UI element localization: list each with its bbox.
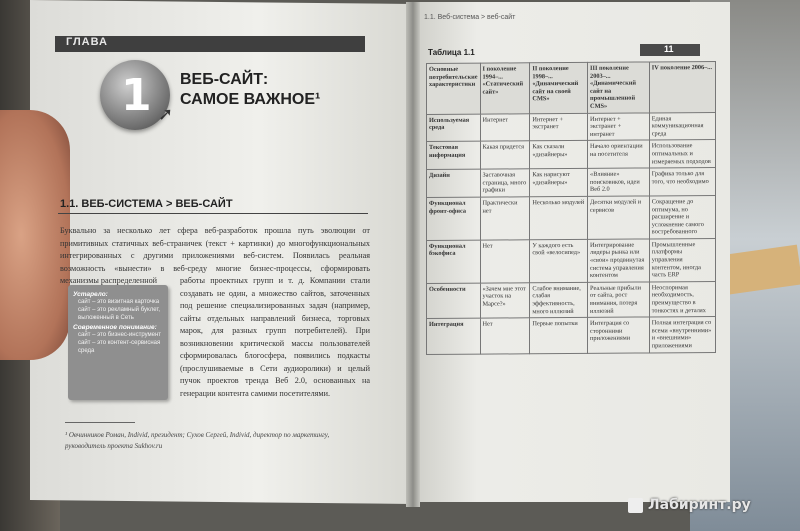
table-cell: Интернет + экстранет xyxy=(530,113,588,141)
callout-heading-new: Современное понимание: xyxy=(73,324,157,331)
row-header: Особенности xyxy=(427,283,481,319)
table-row xyxy=(427,281,716,318)
table-cell: Сокращение до оптимума, но расширение и усложнение самого востребованного xyxy=(649,195,715,238)
row-header: Функционал бэкофиса xyxy=(427,240,481,283)
section-rule xyxy=(58,213,368,214)
chapter-title-line-1: ВЕБ-САЙТ: xyxy=(180,71,269,88)
table-row xyxy=(427,238,716,283)
table-cell: Заставочная страница, много графики xyxy=(480,169,530,197)
book-spine xyxy=(406,2,420,507)
chapter-number: 1 xyxy=(121,70,152,121)
table-row xyxy=(427,195,716,240)
body-paragraph-2: работы проектных групп и т. д. Компании стали создавать не один, а множество сайтов, заточенных под решение специализированных задач (например, сайты отдельных направлений бизнеса, торговых марок, для разных групп потребителей). При возникновении критической массы пользователей сформировалась блогосфера, появились подкасты (прослушиваемые в Сети аудиоролики) и целый пучок проектов тренда Веб 2.0, основанных на генерации контента самими посетителями. xyxy=(180,276,370,398)
table-cell: Слабое внимание, слабая эффективность, много иллюзий xyxy=(530,282,588,318)
table-row xyxy=(427,140,716,170)
callout-item: сайт – это бизнес-инструмент xyxy=(78,332,162,338)
row-header: Текстовая информация xyxy=(427,141,481,169)
table-cell: Какая придется xyxy=(480,141,530,169)
table-header-row xyxy=(427,61,716,114)
section-heading: 1.1. ВЕБ-СИСТЕМА > ВЕБ-САЙТ xyxy=(60,198,233,210)
row-header: Используемая среда xyxy=(427,114,481,142)
callout-box xyxy=(68,285,168,400)
table-cell: Начало ориентации на посетителя xyxy=(588,140,650,168)
table-cell: «Зачем мне этот участок на Марсе?» xyxy=(480,283,530,319)
cursor-icon: ➚ xyxy=(158,104,174,124)
row-header: Дизайн xyxy=(427,169,481,197)
table-cell: У каждого есть свой «велосипед» xyxy=(530,239,588,282)
table-cell: Интеграция со сторонними приложениями xyxy=(588,317,650,353)
table-title: Таблица 1.1 xyxy=(428,48,475,57)
callout-heading-old: Устарело: xyxy=(73,291,108,298)
table-row xyxy=(427,317,716,354)
table-cell: Графика только для того, что необходимо xyxy=(649,168,715,196)
table-cell: Неоспоримая необходимость, преимущество в тонкостях и деталях xyxy=(649,281,715,317)
table-cell: Несколько модулей xyxy=(530,196,588,239)
chapter-title-line-2: САМОЕ ВАЖНОЕ¹ xyxy=(180,91,321,108)
row-header: Функционал фронт-офиса xyxy=(427,197,481,240)
table-cell: Нет xyxy=(480,240,530,283)
table-cell: Нет xyxy=(480,318,530,354)
callout-item: сайт – это визитная карточка xyxy=(78,299,160,305)
table-cell: Как сказали «дизайнеры» xyxy=(530,141,588,169)
table-row xyxy=(427,168,716,198)
chapter-title xyxy=(180,70,360,110)
page-number: 11 xyxy=(664,44,674,54)
table-cell: Десятки модулей и сервисов xyxy=(588,196,650,239)
table-cell: Интегрирование лидеры рынка или «свои» продвинутая система управления контентом xyxy=(588,239,650,282)
callout-item: сайт – это рекламный буклет, выложенный в Сеть xyxy=(78,307,161,321)
footnote: ¹ Овчинников Роман, Individ, президент; Сухов Сергей, Individ, директор по маркетингу, руководитель проекта Sukhov.ru xyxy=(65,431,330,450)
running-head: 1.1. Веб-система > веб-сайт xyxy=(424,14,516,21)
watermark: Лабиринт.ру xyxy=(648,497,751,513)
table-cell: «Влияние» поисковиков, идеи Веб 2.0 xyxy=(588,168,650,196)
column-header: II поколение 1998–... «Динамический сайт на своей CMS» xyxy=(530,62,588,113)
table-cell: Реальные прибыли от сайта, рост внимания, потеря иллюзий xyxy=(588,282,650,318)
column-header: I поколение 1994–... «Статический сайт» xyxy=(480,63,530,114)
column-header: Основные потребительские характеристики xyxy=(427,63,481,114)
chapter-label: ГЛАВА xyxy=(66,36,108,48)
table-cell: Единая коммуникационная среда xyxy=(649,112,715,140)
comparison-table xyxy=(426,61,716,355)
column-header: IV поколение 2006–... xyxy=(649,61,715,112)
footnote-rule xyxy=(65,422,135,423)
table-cell: Практически нет xyxy=(480,197,530,240)
table-cell: Интернет + экстранет + интранет xyxy=(588,113,650,141)
body-paragraph-1: Буквально за несколько лет сфера веб-разработок прошла путь эволюции от примитивных статичных веб-страничек (текст + картинки) до многофункциональных интегрированных с другими приложениями веб-систем. Появилась реальная возможность «вынести» в веб-среду многие бизнес-процессы, сформировать механизмы распределенной xyxy=(60,226,370,285)
table-cell: Полная интеграция со всеми «внутренними» и «внешними» приложениями xyxy=(649,317,715,353)
table-cell: Первые попытки xyxy=(530,318,588,354)
watermark-logo-icon xyxy=(628,498,643,513)
table-cell: Интернет xyxy=(480,113,530,141)
callout-item: сайт – это контент-сервисная среда xyxy=(78,340,161,354)
column-header: III поколение 2003–... «Динамический сайт на промышленной CMS» xyxy=(588,62,650,113)
table-cell: Как нарисуют «дизайнеры» xyxy=(530,169,588,197)
table-cell: Использование оптимальных и измеряемых подходов xyxy=(649,140,715,168)
table-cell: Промышленные платформы управления контентом, иногда часть ERP xyxy=(649,238,715,281)
table-row xyxy=(427,112,716,142)
row-header: Интеграция xyxy=(427,318,481,354)
